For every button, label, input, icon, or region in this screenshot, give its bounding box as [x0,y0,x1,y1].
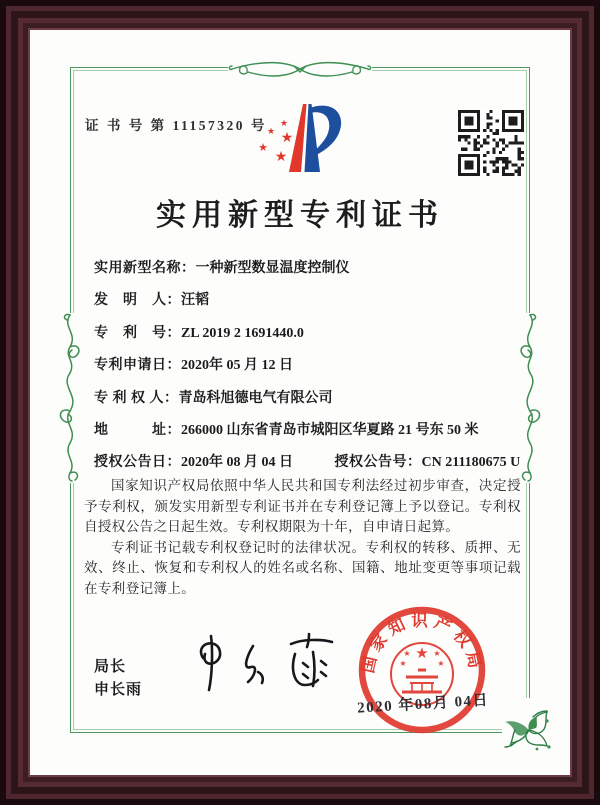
svg-text:★: ★ [274,150,288,165]
border-corner-ornament-icon [503,707,555,753]
svg-text:★: ★ [279,118,289,128]
field-value: 汪韬 [181,293,209,309]
svg-text:★: ★ [399,659,407,668]
qr-code [458,110,524,181]
field-value: ZL 2019 2 1691440.0 [181,325,304,341]
director-block [94,655,142,701]
grant-no-label: 授权公告号： [334,455,422,471]
director-name: 申长雨 [94,681,143,698]
seal-date: 2020 年08月 04日 [356,692,490,717]
legal-paragraph-2: 专利证书记载专利权登记时的法律状况。专利权的转移、质押、无效、终止、恢复和专利权人的姓名或名称、国籍、地址变更等事项记载在专利登记簿上。 [84,539,521,596]
field-row-name [94,257,524,289]
svg-text:★: ★ [437,659,445,668]
svg-text:★: ★ [258,142,268,154]
field-label: 专 利 号： [94,325,181,341]
svg-text:★: ★ [433,649,441,658]
border-scroll-left-icon [55,313,85,483]
grant-no-value: CN 211180675 U [421,455,521,471]
cnipa-logo-icon [243,101,348,184]
field-row-patent-no [94,322,524,354]
field-value: 266000 山东省青岛市城阳区华夏路 21 号东 50 米 [181,422,479,438]
seal-text: 国家知识产权局 [358,611,486,675]
field-label: 专 利 权 人： [94,390,179,406]
field-row-patentee [94,387,524,419]
svg-text:★: ★ [266,126,276,136]
grant-date-label: 授权公告日： [94,455,181,471]
certificate-fields [94,257,524,484]
field-label: 地 址： [94,422,181,438]
field-row-filing-date [94,354,524,386]
border-flourish-top-icon [228,56,372,82]
field-row-address [94,419,524,451]
legal-text [84,476,521,600]
svg-text:★: ★ [403,649,411,658]
field-label: 专利申请日： [94,358,181,374]
svg-text:★: ★ [415,646,429,662]
official-seal-icon [352,600,492,745]
field-value: 一种新型数显温度控制仪 [195,261,350,276]
certificate-paper [30,30,570,775]
director-title: 局长 [94,658,127,675]
certificate-title: 实用新型专利证书 [156,199,444,232]
director-signature-icon [173,630,348,705]
field-label: 发 明 人： [94,293,181,309]
svg-text:★: ★ [280,131,294,146]
field-value: 青岛科旭德电气有限公司 [178,390,333,406]
certificate-number: 证 书 号 第 11157320 号 [85,118,267,133]
field-label: 实用新型名称： [94,261,196,276]
field-value: 2020年 05 月 12 日 [181,358,293,374]
legal-paragraph-1: 国家知识产权局依照中华人民共和国专利法经过初步审查，决定授予专利权，颁发实用新型专利证书并在专利登记簿上予以登记。专利权自授权公告之日起生效。专利权期限为十年，自申请日起算。 [84,478,521,535]
grant-date-value: 2020年 08 月 04 日 [181,455,293,471]
field-row-inventor [94,289,524,321]
